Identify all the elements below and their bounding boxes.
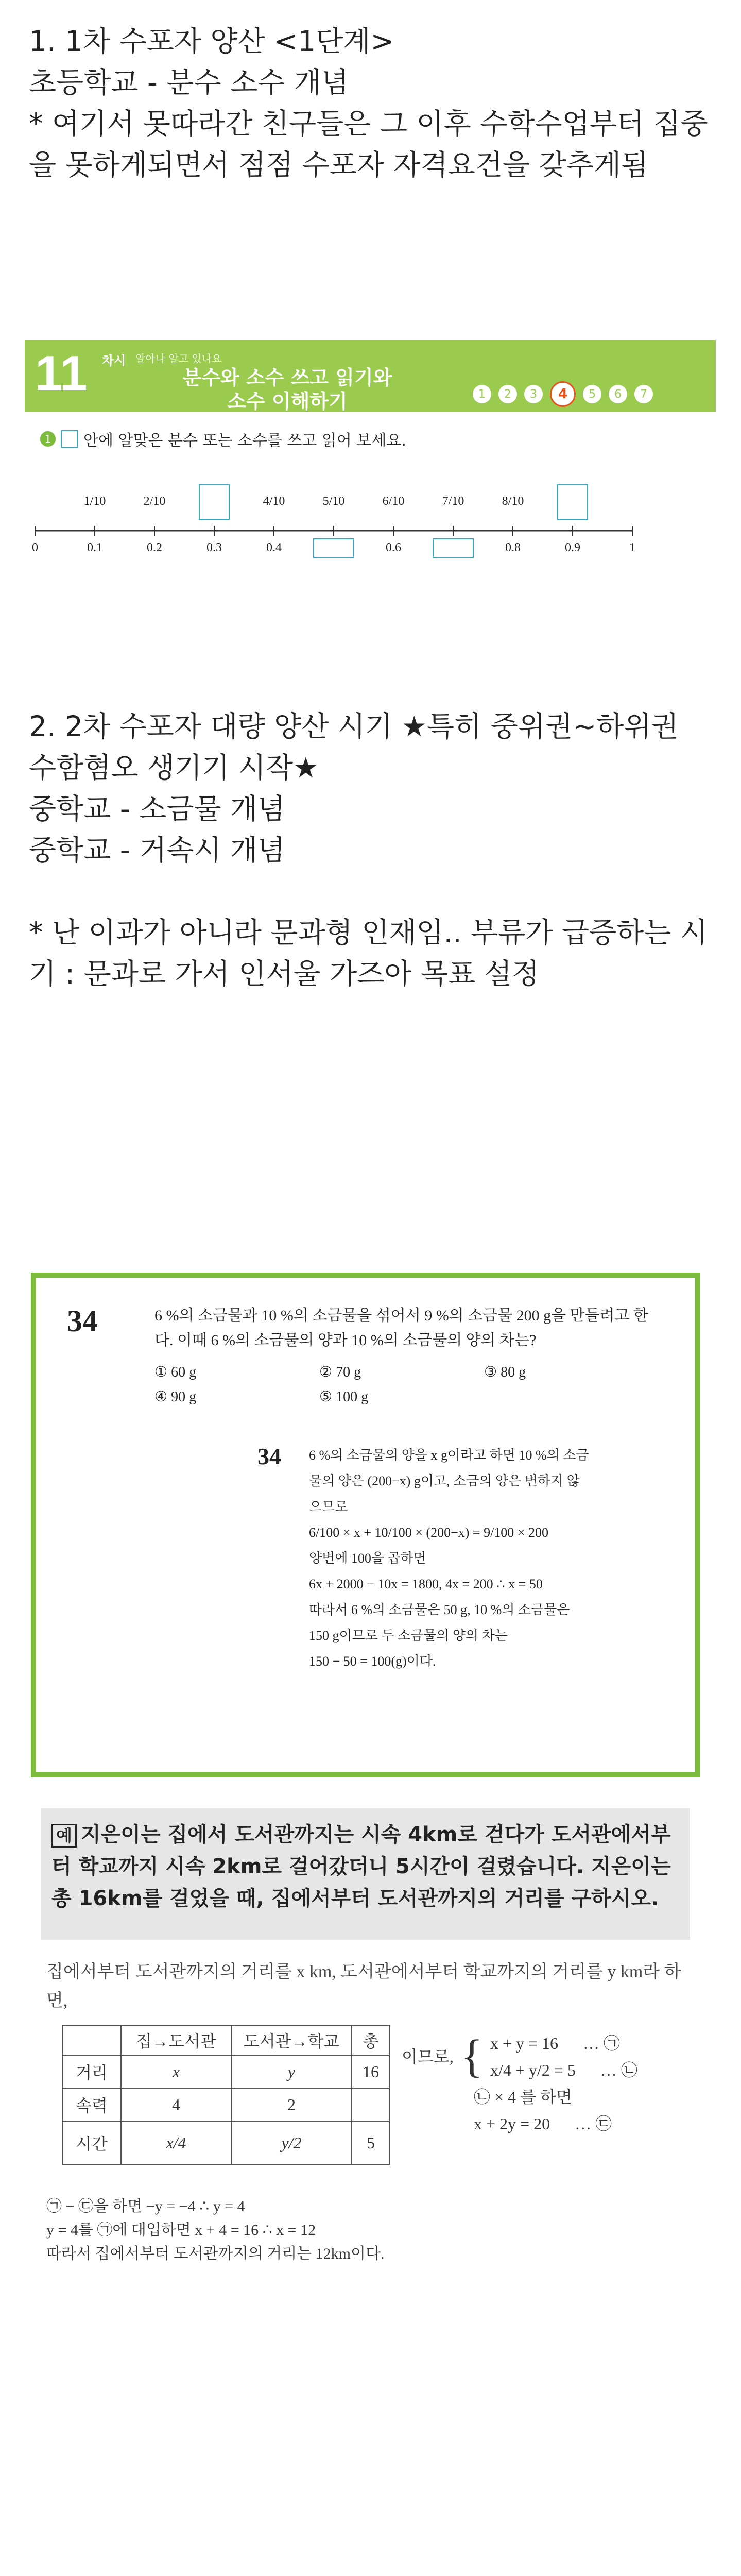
table-cell: x/4 bbox=[121, 2121, 231, 2164]
solution-line: y = 4를 ㉠에 대입하면 x + 4 = 16 ∴ x = 12 bbox=[46, 2222, 316, 2239]
eq-prefix: 이므로, bbox=[402, 2047, 454, 2066]
table-cell: 시간 bbox=[62, 2121, 121, 2164]
fraction-label: 5/10 bbox=[322, 495, 345, 508]
problem-text bbox=[51, 1819, 680, 1914]
solution-line: 으므로 bbox=[309, 1499, 348, 1514]
speed-table bbox=[62, 2025, 390, 2165]
number-line-tick bbox=[512, 526, 513, 536]
equation-system bbox=[402, 2030, 637, 2137]
fraction-blank-box bbox=[199, 484, 230, 520]
answer-options bbox=[154, 1360, 649, 1410]
table-cell: 4 bbox=[121, 2088, 231, 2121]
solution-text bbox=[46, 2195, 384, 2266]
fraction-label: 2/10 bbox=[143, 495, 166, 508]
step-dot: 7 bbox=[634, 385, 653, 403]
text-line: * 여기서 못따라간 친구들은 그 이후 수학수업부터 집중을 못하게되면서 점점 수포자 자격요건을 갖추게됨 bbox=[29, 107, 708, 181]
problem-text: 6 %의 소금물과 10 %의 소금물을 섞어서 9 %의 소금물 200 g을 만들려고 한다. 이때 6 %의 소금물의 양과 10 %의 소금물의 양의 차는? bbox=[154, 1307, 649, 1349]
table-cell: 거리 bbox=[62, 2055, 121, 2088]
text-line: 중학교 - 소금물 개념 bbox=[29, 792, 285, 825]
table-cell: 도서관→학교 bbox=[231, 2025, 352, 2055]
lesson-subtitle: 알아나 알고 있나요 bbox=[135, 352, 222, 365]
text-line: * 난 이과가 아니라 문과형 인재임.. 부류가 급증하는 시기 : 문과로 가서 인서울 가즈아 목표 설정 bbox=[29, 916, 708, 990]
text-line: 중학교 - 거속시 개념 bbox=[29, 834, 285, 867]
step-text: ㉡ × 4 를 하면 bbox=[474, 2088, 572, 2106]
decimal-label: 0.6 bbox=[386, 541, 401, 554]
table-cell bbox=[62, 2025, 121, 2055]
step-dot: 6 bbox=[609, 385, 627, 403]
solution-line: 6x + 2000 − 10x = 1800, 4x = 200 ∴ x = 50 bbox=[309, 1577, 543, 1591]
solution-line: 물의 양은 (200−x) g이고, 소금의 양은 변하지 않 bbox=[309, 1473, 580, 1488]
equation: x/4 + y/2 = 5 bbox=[490, 2061, 576, 2079]
number-line-tick bbox=[393, 526, 394, 536]
fraction-label: 4/10 bbox=[263, 495, 285, 508]
decimal-label: 0.3 bbox=[206, 541, 222, 554]
number-line-tick bbox=[273, 526, 274, 536]
equation-tag: … ㉡ bbox=[600, 2061, 637, 2079]
number-line-tick bbox=[35, 526, 36, 536]
lesson-title-line: 소수 이해하기 bbox=[227, 390, 348, 413]
table-cell: 16 bbox=[352, 2055, 390, 2088]
instruction-row bbox=[40, 428, 406, 450]
section-2-text bbox=[29, 706, 714, 994]
solution-line: 양변에 100을 곱하면 bbox=[309, 1551, 426, 1566]
number-line-tick bbox=[94, 526, 95, 536]
worksheet-image-saltwater bbox=[31, 1273, 700, 1777]
solution-line: ㉠ − ㉢을 하면 −y = −4 ∴ y = 4 bbox=[46, 2198, 245, 2215]
table-cell: 집→도서관 bbox=[121, 2025, 231, 2055]
solution-line: 따라서 집에서부터 도서관까지의 거리는 12km이다. bbox=[46, 2245, 385, 2262]
step-dot: 5 bbox=[583, 385, 601, 403]
brace-icon: { bbox=[460, 2031, 483, 2082]
worksheet-image-speed bbox=[31, 1798, 700, 2277]
fraction-label: 8/10 bbox=[502, 495, 524, 508]
table-row bbox=[62, 2121, 390, 2164]
decimal-label: 0.2 bbox=[147, 541, 162, 554]
fraction-label: 6/10 bbox=[382, 495, 405, 508]
table-row bbox=[62, 2088, 390, 2121]
equation: x + y = 16 bbox=[490, 2034, 559, 2053]
table-cell: 5 bbox=[352, 2121, 390, 2164]
table-cell: 2 bbox=[231, 2088, 352, 2121]
solution-line: 따라서 6 %의 소금물은 50 g, 10 %의 소금물은 bbox=[309, 1602, 570, 1617]
number-line-tick bbox=[154, 526, 155, 536]
number-line-tick bbox=[214, 526, 215, 536]
table-cell: y bbox=[231, 2055, 352, 2088]
equation-tag: … ㉠ bbox=[583, 2034, 621, 2053]
decimal-label: 0.1 bbox=[87, 541, 102, 554]
number-line-tick bbox=[572, 526, 573, 536]
step-dot: 3 bbox=[524, 385, 543, 403]
example-label: 예 bbox=[51, 1824, 77, 1848]
solution-number: 34 bbox=[257, 1443, 281, 1469]
number-line-tick bbox=[333, 526, 334, 536]
text-line bbox=[29, 871, 714, 912]
fraction-label: 1/10 bbox=[83, 495, 106, 508]
fraction-blank-box bbox=[557, 484, 588, 520]
table-row bbox=[62, 2055, 390, 2088]
problem-number: 34 bbox=[67, 1304, 98, 1338]
lesson-title-line: 분수와 소수 쓰고 읽기와 bbox=[182, 366, 392, 389]
instruction-text: 안에 알맞은 분수 또는 소수를 쓰고 읽어 보세요. bbox=[83, 432, 406, 450]
table-header-row bbox=[62, 2025, 390, 2055]
table-cell: x bbox=[121, 2055, 231, 2088]
decimal-label: 0.8 bbox=[505, 541, 521, 554]
table-cell: 속력 bbox=[62, 2088, 121, 2121]
section-heading: 2. 2차 수포자 대량 양산 시기 ★특히 중위권~하위권 수함혐오 생기기 시작★ bbox=[29, 710, 679, 784]
decimal-label: 0 bbox=[32, 541, 38, 554]
option: ① 60 g bbox=[154, 1364, 197, 1380]
table-cell bbox=[352, 2088, 390, 2121]
decimal-label: 1 bbox=[629, 541, 635, 554]
lesson-badge: 차시 bbox=[102, 353, 126, 368]
equation: x + 2y = 20 bbox=[474, 2114, 550, 2133]
bullet-icon: 1 bbox=[40, 431, 56, 447]
table-cell: 총 bbox=[352, 2025, 390, 2055]
step-dot-current: 4 bbox=[550, 381, 576, 407]
section-1-text bbox=[29, 21, 714, 185]
option: ③ 80 g bbox=[484, 1364, 526, 1380]
blank-box-icon bbox=[61, 430, 78, 448]
decimal-blank-box bbox=[433, 538, 474, 558]
worksheet-image-fractions bbox=[25, 330, 716, 598]
setup-text: 집에서부터 도서관까지의 거리를 x km, 도서관에서부터 학교까지의 거리를 y km라 하면, bbox=[46, 1962, 681, 2010]
option: ⑤ 100 g bbox=[319, 1389, 369, 1405]
fraction-label: 7/10 bbox=[442, 495, 464, 508]
option: ② 70 g bbox=[319, 1364, 361, 1380]
decimal-blank-box bbox=[313, 538, 354, 558]
lesson-number: 11 bbox=[35, 346, 88, 401]
step-indicator bbox=[473, 384, 699, 404]
table-cell: y/2 bbox=[231, 2121, 352, 2164]
solution-line: 6 %의 소금물의 양을 x g이라고 하면 10 %의 소금 bbox=[309, 1448, 589, 1463]
solution-line: 6/100 × x + 10/100 × (200−x) = 9/100 × 200 bbox=[309, 1525, 548, 1540]
section-heading: 1. 1차 수포자 양산 <1단계> bbox=[29, 25, 394, 58]
number-line-tick bbox=[453, 526, 454, 536]
solution-text bbox=[309, 1443, 669, 1674]
lesson-title bbox=[164, 366, 411, 413]
decimal-label: 0.9 bbox=[565, 541, 580, 554]
equation-tag: … ㉢ bbox=[575, 2114, 612, 2133]
number-line-tick bbox=[632, 526, 633, 536]
decimal-label: 0.4 bbox=[266, 541, 282, 554]
option: ④ 90 g bbox=[154, 1389, 197, 1405]
number-line-marks bbox=[25, 453, 716, 598]
solution-line: 150 g이므로 두 소금물의 양의 차는 bbox=[309, 1628, 508, 1643]
step-dot: 1 bbox=[473, 385, 491, 403]
solution-line: 150 − 50 = 100(g)이다. bbox=[309, 1654, 436, 1669]
step-dot: 2 bbox=[498, 385, 517, 403]
problem-question: 지은이는 집에서 도서관까지는 시속 4km로 걷다가 도서관에서부터 학교까지 시속 2km로 걸어갔더니 5시간이 걸렸습니다. 지은이는 총 16km를 걸었을 때, 집에서부터 도서관까지의 거리를 구하시오. bbox=[51, 1823, 671, 1910]
text-line: 초등학교 - 분수 소수 개념 bbox=[29, 66, 349, 99]
